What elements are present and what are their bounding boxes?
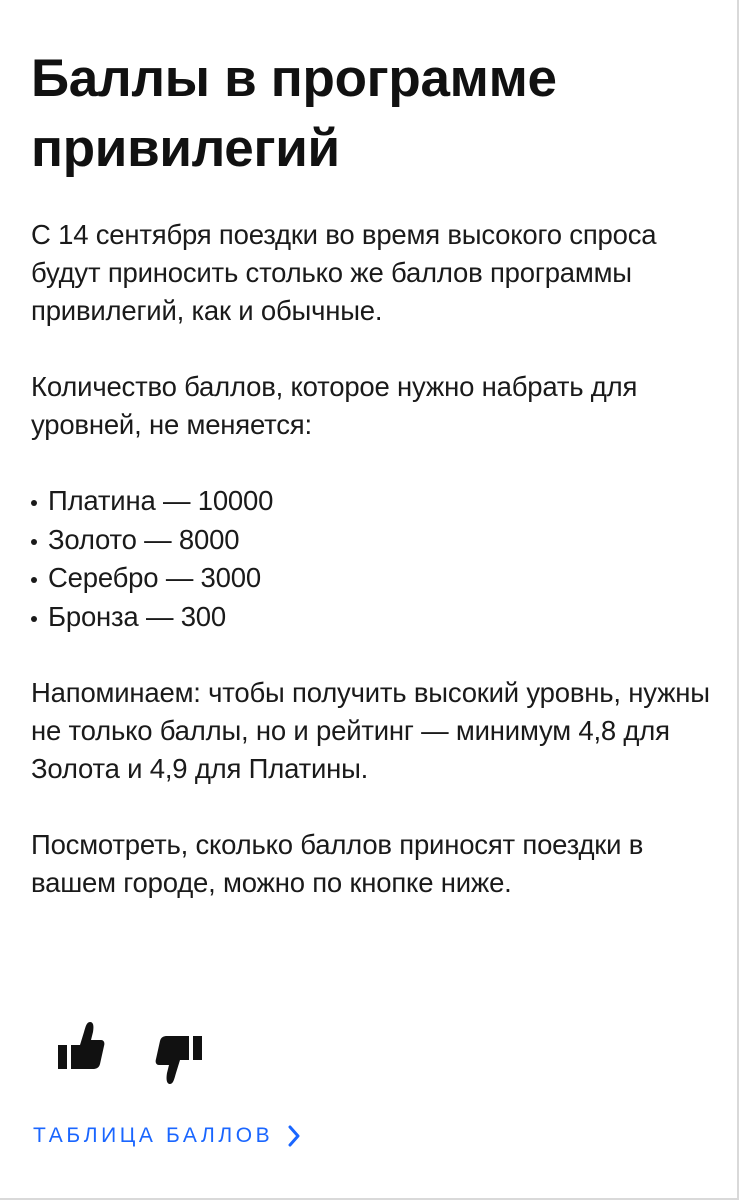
level-item-platinum [31,482,711,521]
level-item-gold [31,521,711,560]
level-item-silver [31,559,711,598]
points-table-link[interactable] [33,1124,301,1148]
intro-paragraph: С 14 сентября поездки во время высокого спроса будут приносить столько же баллов программы привилегий, как и обычные. [31,219,657,326]
reminder-paragraph: Напоминаем: чтобы получить высокий уровнь, нужны не только баллы, но и рейтинг — минимум 4,8 для Золота и 4,9 для Платины. [31,677,710,784]
article [31,44,711,902]
chevron-right-icon [287,1124,301,1148]
feedback-row [56,1018,204,1088]
levels-list [31,482,711,636]
bullet-icon [31,539,37,545]
bullet-icon [31,616,37,622]
levels-intro-paragraph: Количество баллов, которое нужно набрать для уровней, не меняется: [31,371,638,440]
points-table-link-label: ТАБЛИЦА БАЛЛОВ [33,1124,274,1147]
thumbs-down-icon[interactable] [154,1018,204,1088]
bullet-icon [31,577,37,583]
level-label: Золото — 8000 [48,523,240,555]
level-label: Платина — 10000 [48,485,274,516]
level-label: Серебро — 3000 [48,562,261,593]
lookup-paragraph: Посмотреть, сколько баллов приносят поездки в вашем городе, можно по кнопке ниже. [31,829,644,898]
thumbs-up-icon[interactable] [56,1018,106,1088]
article-title: Баллы в программе привилегий [31,49,557,178]
level-label: Бронза — 300 [48,600,226,632]
level-item-bronze [31,598,711,637]
bullet-icon [31,500,37,506]
